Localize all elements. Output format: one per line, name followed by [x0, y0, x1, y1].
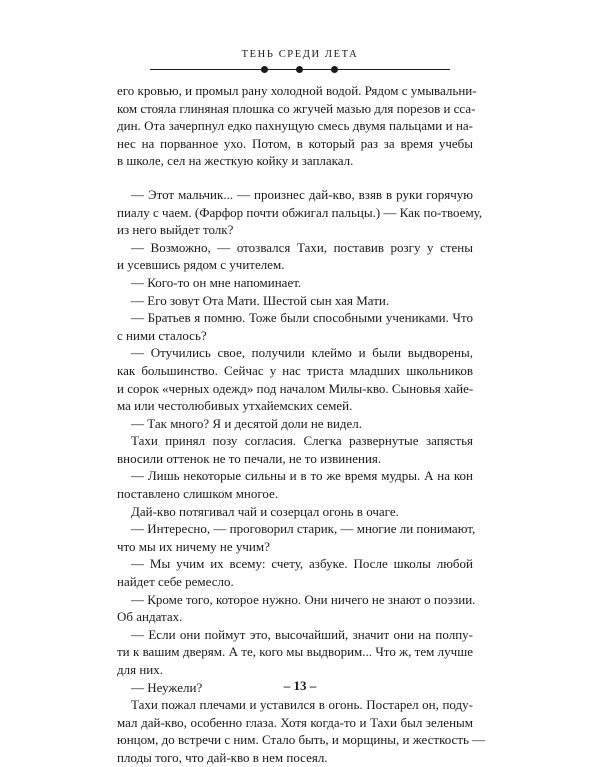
- text-line: ма или честолюбивых утхайемских семей.: [117, 398, 353, 414]
- text-line: — Возможно, — отозвался Тахи, поставив розгу у стены: [131, 239, 473, 255]
- running-header-title: ТЕНЬ СРЕДИ ЛЕТА: [241, 49, 359, 60]
- text-line: ти к вашим дверям. А те, кого мы выдворим... Что ж, тем лучше: [117, 644, 473, 660]
- text-line: в школе, сел на жесткую койку и заплакал.: [117, 153, 354, 169]
- body-text: [117, 82, 486, 767]
- ornament-dot-center: [296, 66, 303, 73]
- text-line: юнцом, до встречи с ним. Стало быть, и морщины, и жесткость —: [117, 732, 486, 748]
- text-line: как большинство. Сейчас у нас триста младших школьников: [117, 362, 473, 378]
- text-line: Тахи принял позу согласия. Слегка развернутые запястья: [131, 433, 473, 449]
- text-line: из него выйдет толк?: [117, 222, 234, 238]
- text-line: ком стояла глиняная плошка со жгучей мазью для порезов и сса-: [117, 100, 476, 116]
- text-line: — Кого-то он мне напоминает.: [131, 274, 302, 290]
- section-break: [117, 170, 473, 186]
- ornament-dot-left: [261, 66, 268, 73]
- text-line: вносили оттенок не то печали, не то извинения.: [117, 450, 382, 466]
- text-line: найдет себе ремесло.: [117, 574, 234, 590]
- header-ornament: [150, 64, 450, 74]
- text-line: Об андатах.: [117, 609, 183, 625]
- text-line: нес на порванное ухо. Потом, в который раз за время учебы: [117, 135, 473, 151]
- text-line: плоды того, что дай-кво в нем посеял.: [117, 749, 328, 765]
- text-line: что мы их ничему не учим?: [117, 538, 270, 554]
- text-line: мал дай-кво, особенно глаза. Хотя когда-то и Тахи был зеленым: [117, 714, 473, 730]
- text-line: — Интересно, — проговорил старик, — многие ли понимают,: [131, 521, 476, 537]
- text-line: Дай-кво потягивал чай и созерцал огонь в очаге.: [131, 503, 399, 519]
- text-line: — Мы учим их всему: счету, азбуке. После школы любой: [131, 556, 473, 572]
- text-line: — Его зовут Ота Мати. Шестой сын хая Мати.: [131, 292, 390, 308]
- text-line: — Отучились свое, получили клеймо и были выдворены,: [131, 345, 473, 361]
- text-line: — Так много? Я и десятой доли не видел.: [131, 415, 363, 431]
- text-line: и сорок «черных одежд» под началом Милы-кво. Сыновья хайе-: [117, 380, 474, 396]
- page-number: – 13 –: [283, 678, 317, 693]
- text-line: — Если они поймут это, высочайший, значит они на полпу-: [131, 626, 473, 642]
- ornament-dot-right: [331, 66, 338, 73]
- text-line: поставлено слишком многое.: [117, 486, 279, 502]
- text-line: пиалу с чаем. (Фарфор почти обжигал пальцы.) — Как по-твоему,: [117, 204, 483, 220]
- text-line: и усевшись рядом с учителем.: [117, 257, 285, 273]
- text-line: — Кроме того, которое нужно. Они ничего не знают о поэзии.: [131, 591, 476, 607]
- text-line: его кровью, и промыл рану холодной водой. Рядом с умывальни-: [117, 83, 477, 98]
- text-line: дин. Ота зачерпнул едко пахнущую смесь двумя пальцами и на-: [117, 118, 473, 134]
- text-line: — Неужели?: [131, 679, 203, 695]
- text-line: — Лишь некоторые сильны и в то же время мудры. А на кон: [131, 468, 473, 484]
- text-line: — Этот мальчик... — произнес дай-кво, взяв в руки горячую: [131, 186, 473, 202]
- text-line: — Братьев я помню. Тоже были способными учениками. Что: [131, 310, 473, 326]
- text-line: для них.: [117, 662, 163, 677]
- text-line: Тахи пожал плечами и уставился в огонь. Постарел он, поду-: [131, 697, 473, 713]
- text-line: с ними сталось?: [117, 327, 207, 343]
